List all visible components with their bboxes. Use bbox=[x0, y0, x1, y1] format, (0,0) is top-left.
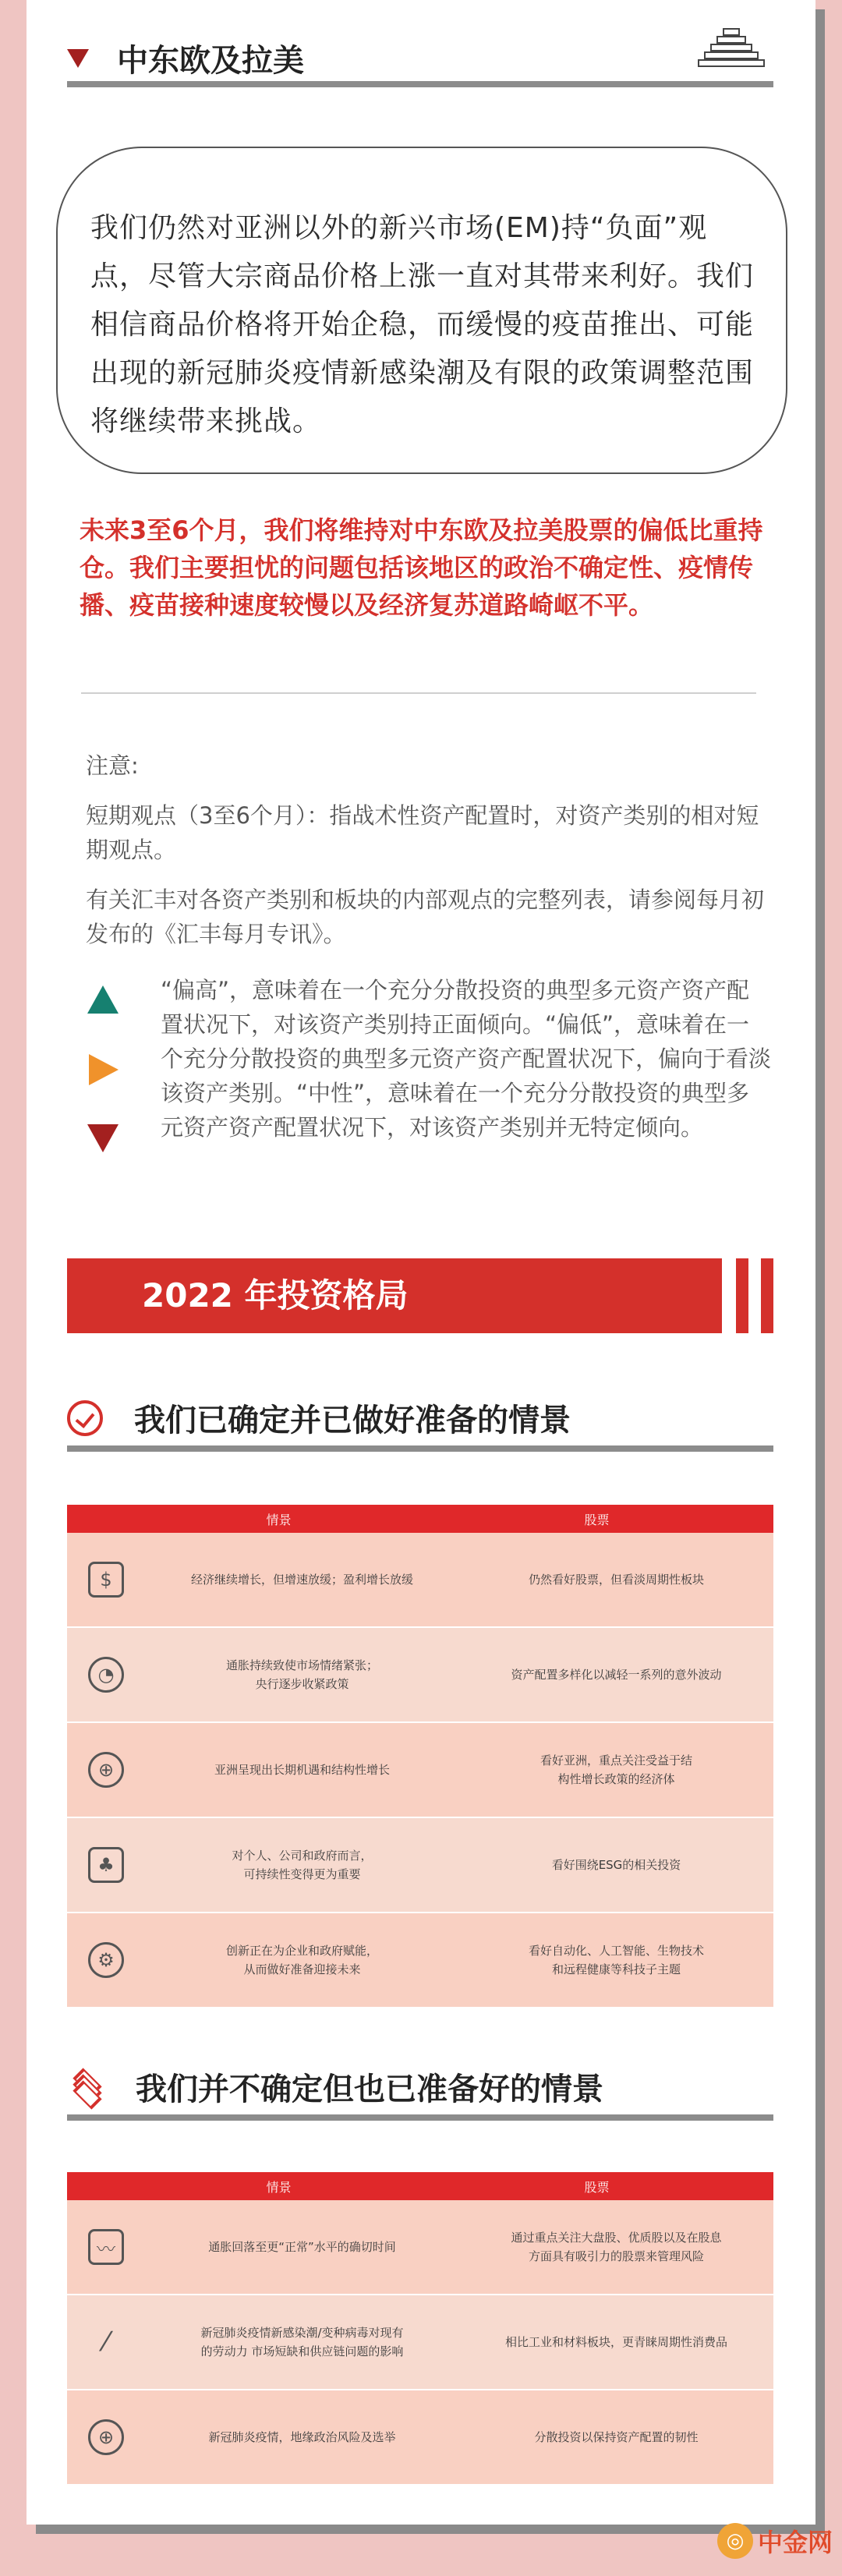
legend-icons bbox=[86, 973, 133, 1173]
section-underline bbox=[67, 1445, 773, 1452]
header-stocks: 股票 bbox=[584, 1512, 610, 1527]
stocks-cell: 资产配置多样化以减轻一系列的意外波动 bbox=[511, 1668, 722, 1682]
table-header bbox=[67, 1505, 773, 1533]
header-scenario: 情景 bbox=[266, 1512, 292, 1527]
section-underline bbox=[67, 81, 773, 87]
header-scenario: 情景 bbox=[266, 2179, 292, 2195]
notes-block bbox=[86, 748, 772, 967]
logo-icon: ◎ bbox=[717, 2523, 753, 2559]
scenario-cell: 经济继续增长，但增速放缓；盈利增长放缓 bbox=[190, 1573, 413, 1587]
table-row bbox=[67, 2390, 773, 2486]
stocks-cell: 看好自动化、人工智能、生物技术 和远程健康等科技子主题 bbox=[528, 1944, 704, 1976]
short-term-note: 短期观点（3至6个月）：指战术性资产配置时，对资产类别的相对短期观点。 bbox=[86, 802, 759, 863]
section-title: 中东欧及拉美 bbox=[117, 43, 304, 79]
positioning-text: 未来3至6个月，我们将维持对中东欧及拉美股票的偏低比重持仓。我们主要担忧的问题包括该地区的政治不确定性、疫情传播、疫苗接种速度较慢以及经济复苏道路崎岖不平。 bbox=[80, 515, 763, 620]
pyramid-temple-icon bbox=[694, 28, 769, 75]
table-row bbox=[67, 1533, 773, 1628]
scenario-cell: 对个人、公司和政府而言， 可持续性变得更为重要 bbox=[232, 1849, 373, 1881]
stocks-cell: 通过重点关注大盘股、优质股以及在股息 方面具有吸引力的股票来管理风险 bbox=[511, 2231, 722, 2263]
banknote-icon: $ bbox=[88, 1562, 124, 1598]
down-triangle-icon bbox=[87, 1124, 119, 1152]
down-triangle-icon bbox=[67, 49, 89, 68]
globe-pin-icon: ⊕ bbox=[88, 1752, 124, 1788]
reference-note: 有关汇丰对各资产类别和板块的内部观点的完整列表，请参阅每月初发布的《汇丰每月专讯》。 bbox=[86, 886, 765, 947]
up-triangle-icon bbox=[87, 985, 119, 1014]
check-circle-icon bbox=[67, 1400, 103, 1436]
table-row bbox=[67, 1818, 773, 1913]
stocks-cell: 仍然看好股票，但看淡周期性板块 bbox=[528, 1573, 704, 1587]
section-heading-cee-latam bbox=[67, 36, 773, 80]
scenario-cell: 新冠肺炎疫情，地缘政治风险及选举 bbox=[208, 2430, 396, 2444]
banner-stripe bbox=[736, 1258, 748, 1333]
table-header bbox=[67, 2172, 773, 2200]
stocks-cell: 分散投资以保持资产配置的韧性 bbox=[534, 2430, 699, 2444]
watermark-logo bbox=[717, 2523, 833, 2559]
legend-text: “偏高”，意味着在一个充分分散投资的典型多元资产资产配置状况下，对该资产类别持正面倾向。“偏低”，意味着在一个充分分散投资的典型多元资产资产配置状况下，偏向于看淡该资产类别。“中性”，意味着在一个充分分散投资的典型多元资产资产配置状况下，对该资产类别并无特定倾向。 bbox=[161, 977, 772, 1141]
notes-label: 注意: bbox=[86, 752, 139, 779]
table-row bbox=[67, 2295, 773, 2390]
layers-icon bbox=[67, 2068, 109, 2107]
scenario-cell: 创新正在为企业和政府赋能， 从而做好准备迎接未来 bbox=[225, 1944, 378, 1976]
table-row bbox=[67, 1723, 773, 1818]
chart-monitor-icon: 〰 bbox=[88, 2229, 124, 2265]
stocks-cell: 看好围绕ESG的相关投资 bbox=[551, 1858, 681, 1872]
divider bbox=[81, 692, 756, 694]
globe-icon: ⊕ bbox=[88, 2419, 124, 2455]
right-triangle-icon bbox=[89, 1054, 119, 1085]
banner-title: 2022 年投资格局 bbox=[67, 1258, 722, 1333]
stocks-cell: 看好亚洲，重点关注受益于结 构性增长政策的经济体 bbox=[540, 1753, 692, 1786]
scenario-table-prepared bbox=[67, 1505, 773, 2008]
scenario-cell: 通胀回落至更“正常”水平的确切时间 bbox=[208, 2240, 396, 2254]
pie-chart-icon: ◔ bbox=[88, 1657, 124, 1693]
scenario-cell: 新冠肺炎疫情新感染潮/变种病毒对现有 的劳动力 市场短缺和供应链问题的影响 bbox=[200, 2326, 404, 2358]
table-row bbox=[67, 1628, 773, 1723]
legend-block bbox=[86, 973, 772, 1173]
section-heading-uncertain bbox=[67, 2065, 773, 2109]
scenario-cell: 通胀持续致使市场情绪紧张； 央行逐步收紧政策 bbox=[225, 1658, 378, 1691]
plant-coins-icon: ♣ bbox=[88, 1847, 124, 1883]
banner-stripe bbox=[761, 1258, 773, 1333]
outlook-bubble: 我们仍然对亚洲以外的新兴市场(EM)持“负面”观点，尽管大宗商品价格上涨一直对其带来利好。我们相信商品价格将开始企稳，而缓慢的疫苗推出、可能出现的新冠肺炎疫情新感染潮及有限的政策调整范围将继续带来挑战。 bbox=[56, 147, 787, 474]
header-stocks: 股票 bbox=[584, 2179, 610, 2195]
scenario-cell: 亚洲呈现出长期机遇和结构性增长 bbox=[214, 1763, 390, 1777]
section-title: 我们已确定并已做好准备的情景 bbox=[134, 1403, 571, 1438]
section-underline bbox=[67, 2114, 773, 2121]
stocks-cell: 相比工业和材料板块，更青睐周期性消费品 bbox=[504, 2335, 727, 2349]
table-row bbox=[67, 2200, 773, 2295]
section-title: 我们并不确定但也已准备好的情景 bbox=[136, 2072, 603, 2107]
section-heading-prepared bbox=[67, 1396, 773, 1440]
scenario-table-uncertain bbox=[67, 2172, 773, 2486]
table-row bbox=[67, 1913, 773, 2008]
gear-circuit-icon: ⚙ bbox=[88, 1942, 124, 1978]
watermark-text: 中金网 bbox=[758, 2528, 833, 2557]
syringe-icon: ⁄ bbox=[104, 2327, 108, 2358]
